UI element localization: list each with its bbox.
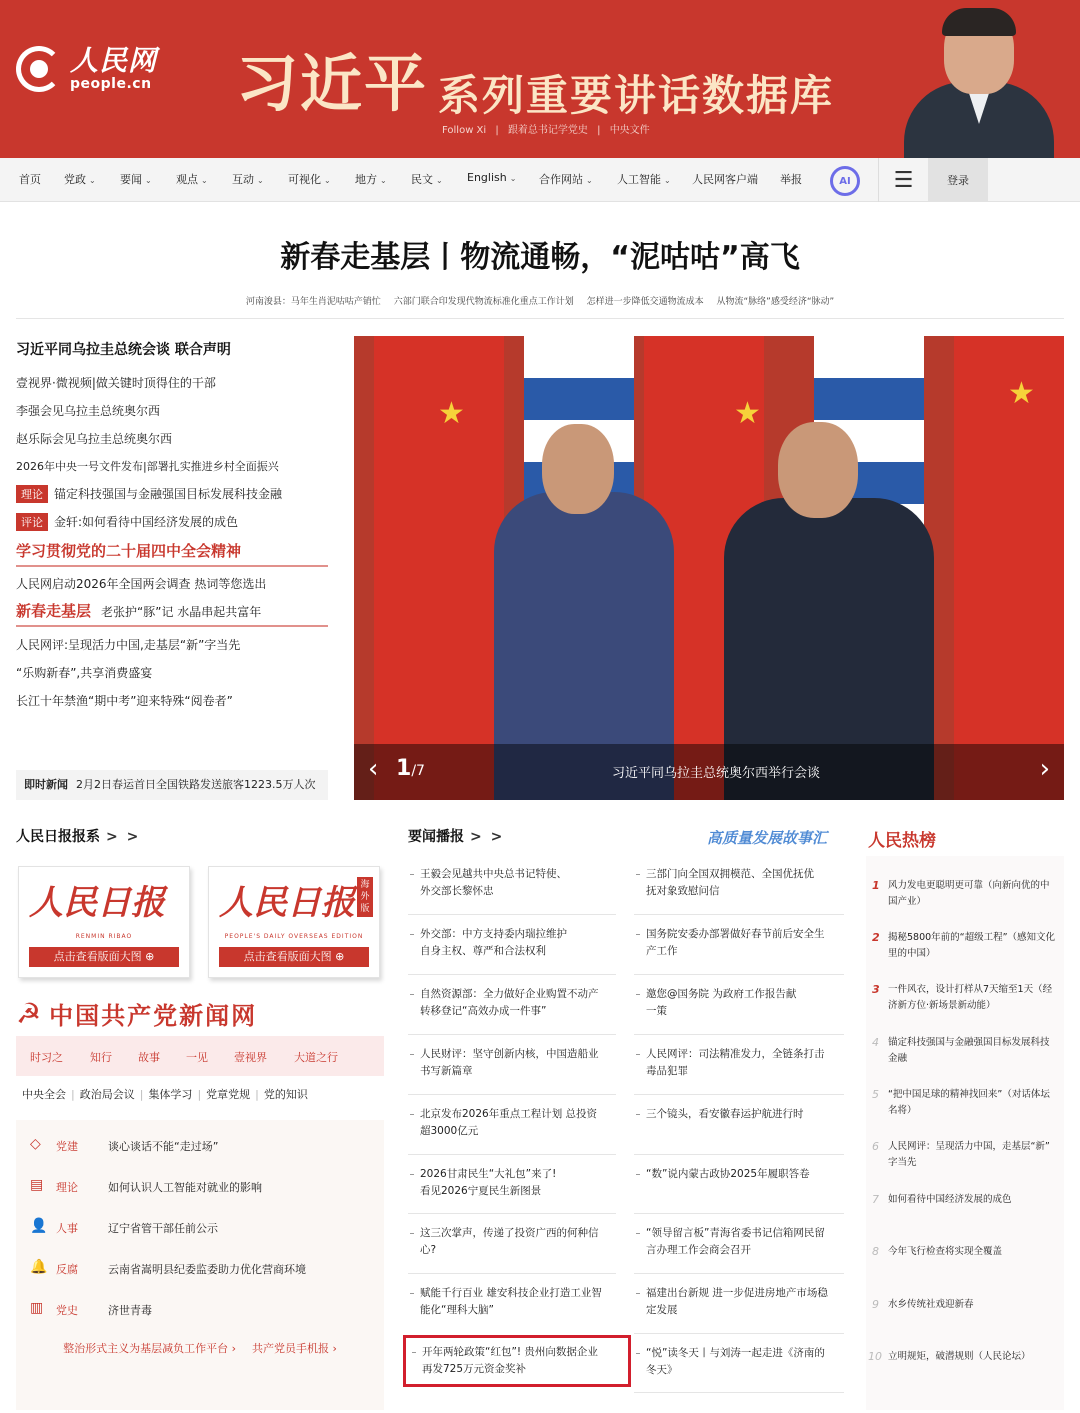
hot-line: 济新方位·新场景新动能） (888, 1000, 996, 1011)
hot-item[interactable] (872, 930, 1060, 962)
chevron-down-icon: ⌄ (201, 176, 208, 185)
news-item[interactable] (636, 1166, 844, 1183)
left-news-item[interactable]: 李强会见乌拉圭总统奥尔西 (16, 404, 161, 418)
cpc-tab[interactable]: 知行 (90, 1051, 112, 1064)
quality-development-slogan[interactable]: 高质量发展故事汇 (707, 829, 828, 847)
chevron-down-icon: ⌄ (436, 176, 443, 185)
cpc-row-anticorruption[interactable] (16, 1247, 384, 1287)
news-line: 北京发布2026年重点工程计划 总投资 (420, 1108, 598, 1120)
cpc-row-text: 辽宁省管干部任前公示 (108, 1222, 218, 1235)
news-line: 冬天》 (646, 1364, 678, 1376)
nav-client[interactable] (692, 171, 758, 187)
cpc-news-title: 中国共产党新闻网 (49, 1002, 258, 1030)
ticker-text: 2月2日春运首日全国铁路发送旅客1223.5万人次 (76, 778, 316, 791)
hot-item[interactable] (872, 1139, 1060, 1171)
nav-label: 首页 (19, 173, 41, 186)
hot-item[interactable] (872, 1297, 1060, 1313)
breaking-news-ticker[interactable] (16, 770, 328, 800)
nav-local[interactable] (355, 171, 387, 187)
nav-label: 人工智能 (617, 173, 661, 186)
cpc-category: 反腐 (56, 1263, 78, 1276)
cpc-row-party-building[interactable] (16, 1124, 384, 1164)
news-line: 2026甘肃民生“大礼包”来了! (420, 1168, 557, 1180)
news-line: 转移登记“高效办成一件事” (420, 1005, 547, 1017)
cpc-tab[interactable]: 时习之 (30, 1051, 63, 1064)
newspaper-masthead: 人民日报 (219, 883, 355, 923)
banner-link-sep: | (495, 125, 499, 136)
section-news[interactable] (408, 826, 504, 846)
hot-rank: 7 (872, 1193, 879, 1206)
hot-item[interactable] (872, 1035, 1060, 1067)
cpc-category: 党史 (56, 1304, 78, 1317)
nav-label: 观点 (176, 173, 198, 186)
person-icon: 👤 (30, 1218, 48, 1234)
news-item[interactable] (410, 1046, 618, 1080)
news-line: 毒品犯罪 (646, 1065, 688, 1077)
theory-tag: 理论 (16, 485, 48, 503)
news-item[interactable] (636, 866, 844, 900)
left-news-item[interactable]: 2026年中央一号文件发布|部署扎实推进乡村全面振兴 (16, 460, 279, 473)
hot-rank: 4 (872, 1036, 879, 1049)
nav-label: 民文 (411, 173, 433, 186)
news-line: 开年两轮政策“红包”! 贵州向数据企业 (422, 1346, 598, 1358)
cpc-tab[interactable]: 大道之行 (294, 1051, 338, 1064)
hot-item[interactable] (872, 1244, 1060, 1260)
chevron-down-icon: ⌄ (586, 176, 593, 185)
menu-icon[interactable]: ☰ (878, 158, 928, 202)
nav-report[interactable] (780, 171, 802, 187)
sub-headline-link[interactable] (389, 297, 579, 307)
news-line: 人民网评：司法精准发力，全链条打击 (646, 1048, 825, 1060)
chevron-down-icon: ⌄ (145, 176, 152, 185)
cpc-row-history[interactable] (16, 1288, 384, 1328)
nav-headlines[interactable] (120, 171, 152, 187)
nav-minority[interactable] (411, 171, 443, 187)
left-news-tagged[interactable] (16, 485, 328, 503)
cpc-category: 理论 (56, 1181, 78, 1194)
nav-ai[interactable] (617, 171, 671, 187)
headline-text: 新春走基层丨物流通畅，“泥咕咕”高飞 (280, 240, 800, 275)
carousel-total: /7 (411, 763, 425, 779)
hot-line: 风力发电更聪明更可靠（向新向优的中 (888, 880, 1050, 891)
hot-rank: 5 (872, 1088, 879, 1101)
divider (408, 974, 616, 975)
news-item[interactable] (636, 986, 844, 1020)
banner-links (442, 121, 650, 136)
link-separator: | (71, 1088, 75, 1101)
section-daily-label: 人民日报报系 (16, 829, 100, 845)
books-icon: ▥ (30, 1300, 44, 1316)
sub-headline-link[interactable] (582, 297, 709, 307)
section-daily[interactable] (16, 826, 140, 846)
carousel-caption-bar (354, 744, 1064, 800)
comment-tag: 评论 (16, 513, 48, 531)
people-logo[interactable] (16, 46, 157, 92)
news-line: 再发725万元资金奖补 (422, 1363, 527, 1375)
hot-line: 国产业） (888, 896, 927, 907)
nav-party-gov[interactable] (64, 171, 96, 187)
nav-visual[interactable] (288, 171, 331, 187)
bell-icon: 🔔 (30, 1259, 48, 1275)
news-line: 自然资源部：全力做好企业购置不动产 (420, 988, 599, 1000)
news-item[interactable] (410, 1166, 618, 1200)
tagged-text: 锚定科技强国与金融强国目标发展科技金融 (54, 487, 283, 501)
document-icon: ▤ (30, 1177, 44, 1193)
hot-rank: 2 (872, 931, 880, 944)
chevron-down-icon: ⌄ (89, 176, 96, 185)
divider (634, 1094, 844, 1095)
people-logo-icon (16, 46, 62, 92)
news-item[interactable] (410, 1225, 618, 1259)
sub-headline-text: 六部门联合印发现代物流标准化重点工作计划 (393, 297, 574, 307)
link-separator: | (139, 1088, 144, 1101)
hot-rank: 3 (872, 983, 880, 996)
hot-item[interactable] (872, 878, 1060, 910)
news-line: 一策 (646, 1005, 667, 1017)
link-separator: | (255, 1088, 259, 1101)
cpc-row-theory[interactable] (16, 1165, 384, 1205)
left-news-item[interactable]: 壹视界·微视频|做关键时顶得住的干部 (16, 376, 216, 390)
news-item[interactable] (636, 1225, 844, 1259)
news-item[interactable] (636, 1345, 844, 1379)
person-head (778, 422, 858, 518)
cpc-news-logo[interactable] (16, 996, 257, 1031)
chevron-down-icon: ⌄ (509, 174, 517, 183)
nav-label: English (467, 171, 507, 184)
carousel-caption[interactable]: 习近平同乌拉圭总统奥尔西举行会谈 (612, 766, 821, 781)
ai-assistant-icon[interactable]: AI (830, 166, 860, 196)
view-page-button[interactable]: 点击查看版面大图 ⊕ (29, 947, 179, 967)
news-line: 自身主权、尊严和合法权利 (420, 945, 546, 957)
view-page-button[interactable]: 点击查看版面大图 ⊕ (219, 947, 369, 967)
hot-line: 水乡传统社戏迎新春 (888, 1299, 974, 1310)
hot-line: 里的中国） (888, 948, 936, 959)
section-news-label: 要闻播报 (408, 829, 464, 845)
news-line: 三个镜头，看安徽春运护航进行时 (646, 1108, 804, 1120)
hot-line: 字当先 (888, 1157, 917, 1168)
chevron-down-icon: ⌄ (324, 176, 331, 185)
news-line: 产工作 (646, 945, 678, 957)
sub-headlines (0, 294, 1080, 307)
news-item[interactable] (410, 1285, 618, 1319)
party-emblem-icon: ☭ (16, 997, 42, 1030)
cpc-link[interactable]: 党章党规 (206, 1088, 251, 1101)
news-line: 邀您@国务院 为政府工作报告献 (646, 988, 797, 1000)
nav-label: 地方 (355, 173, 377, 186)
hot-line: 金融 (888, 1053, 908, 1064)
sub-headline-text: 河南浚县：马年生肖泥咕咕产销忙 (245, 297, 381, 307)
news-line: 抚对象致慰问信 (646, 885, 720, 897)
news-line: 福建出台新规 进一步促进房地产市场稳 (646, 1287, 828, 1299)
cpc-footer-links (16, 1340, 384, 1356)
hot-item[interactable] (868, 1349, 1060, 1365)
spring-heading: 新春走基层 (16, 602, 92, 620)
logo-en: people.cn (70, 76, 152, 92)
red-heading-text: 学习贯彻党的二十届四中全会精神 (16, 542, 242, 560)
link-separator: | (197, 1088, 202, 1101)
cpc-row-personnel[interactable] (16, 1206, 384, 1246)
chevron-down-icon: ⌄ (380, 176, 387, 185)
hot-line: “把中国足球的精神找回来”（对话体坛 (888, 1089, 1050, 1100)
ticker-label: 即时新闻 (24, 778, 68, 791)
cpc-category: 党建 (56, 1140, 78, 1153)
cpc-row-text: 谈心谈话不能“走过场” (108, 1140, 219, 1153)
overseas-badge: 海外版 (357, 877, 373, 917)
banner-title-big: 习近平 (236, 47, 429, 120)
cpc-link[interactable]: 集体学习 (148, 1088, 193, 1101)
news-line: 外交部：中方支持委内瑞拉维护 (420, 928, 567, 940)
cpc-category: 人事 (56, 1222, 78, 1235)
arrow-icon: > > (106, 829, 141, 845)
flag-star-icon: ★ (1008, 376, 1035, 411)
photo-carousel[interactable] (354, 336, 1064, 800)
portrait-hair (942, 8, 1016, 36)
sub-headline-link[interactable] (712, 297, 840, 307)
divider (408, 1213, 616, 1214)
divider (634, 1154, 844, 1155)
left-news-item[interactable]: 长江十年禁渔“期中考”迎来特殊“阅卷者” (16, 694, 233, 708)
hot-item[interactable] (872, 982, 1060, 1014)
divider (634, 914, 844, 915)
divider (634, 1392, 844, 1393)
sub-headline-text: 从物流“脉络”感受经济“脉动” (716, 297, 835, 307)
divider (408, 1034, 616, 1035)
diamond-icon: ◇ (30, 1136, 41, 1152)
news-line: 赋能千行百业 雄安科技企业打造工业智 (420, 1287, 602, 1299)
news-item[interactable] (410, 866, 618, 900)
divider (408, 1094, 616, 1095)
news-line: 超3000亿元 (420, 1125, 479, 1137)
logo-text (70, 46, 157, 92)
nav-label: 可视化 (288, 173, 321, 186)
cpc-link[interactable]: 政治局会议 (79, 1088, 135, 1101)
cpc-links (22, 1086, 308, 1102)
divider (634, 1034, 844, 1035)
login-button[interactable]: 登录 (928, 158, 988, 202)
banner (0, 0, 1080, 158)
news-item[interactable] (636, 926, 844, 960)
nav-label: 互动 (232, 173, 254, 186)
hot-line: 一件风衣，设计打样从7天缩至1天（经 (888, 984, 1053, 995)
newspaper-sub: RENMIN RIBAO (75, 933, 133, 940)
hot-line: 锚定科技强国与金融强国目标发展科技 (888, 1037, 1050, 1048)
left-news-item[interactable]: 赵乐际会见乌拉圭总统奥尔西 (16, 432, 173, 446)
hot-line: 如何看待中国经济发展的成色 (888, 1194, 1012, 1205)
nav-interact[interactable] (232, 171, 264, 187)
top-headline[interactable] (0, 232, 1080, 276)
left-red-heading[interactable] (16, 540, 328, 561)
news-line: 三部门向全国双拥模范、全国优抚优 (646, 868, 814, 880)
left-news-tagged[interactable] (16, 513, 328, 531)
news-line: 外交部长黎怀忠 (420, 885, 494, 897)
nav-partners[interactable] (539, 171, 593, 187)
news-line: 王毅会见越共中央总书记特使、 (420, 868, 567, 880)
nav-label: 党政 (64, 173, 86, 186)
party-mobile-news-link[interactable]: 共产党员手机报 › (252, 1342, 337, 1355)
person-head (542, 424, 614, 514)
cpc-tab[interactable]: 故事 (138, 1051, 160, 1064)
sub-headline-link[interactable] (241, 297, 386, 307)
banner-link-sep: | (597, 125, 601, 136)
flag-star-icon: ★ (438, 396, 465, 431)
news-line: 看见2026宁夏民生新图景 (420, 1185, 542, 1197)
hot-line: 揭秘5800年前的“超级工程”（感知文化 (888, 932, 1056, 943)
nav-english[interactable] (467, 171, 516, 184)
hot-line: 今年飞行检查将实现全覆盖 (888, 1246, 1003, 1257)
reduce-burden-link[interactable]: 整治形式主义为基层减负工作平台 › (63, 1342, 236, 1355)
hot-rank: 9 (872, 1298, 879, 1311)
hot-rank: 8 (872, 1245, 879, 1258)
newspaper-sub: PEOPLE'S DAILY OVERSEAS EDITION (224, 933, 364, 940)
banner-link-central-docs[interactable]: 中央文件 (609, 125, 650, 136)
spring-news[interactable] (16, 600, 328, 621)
divider (408, 1154, 616, 1155)
nav-label: 合作网站 (539, 173, 583, 186)
nav-label: 人民网客户端 (692, 173, 758, 186)
sub-headline-text: 怎样进一步降低交通物流成本 (586, 297, 704, 307)
carousel-current: 1 (396, 756, 412, 781)
left-news-item[interactable]: 人民网启动2026年全国两会调查 热词等您选出 (16, 577, 267, 591)
flag-star-icon: ★ (734, 396, 761, 431)
news-line: “悦”读冬天丨与刘涛一起走进《济南的 (646, 1347, 825, 1359)
left-news-item[interactable]: 人民网评:呈现活力中国,走基层“新”字当先 (16, 638, 241, 652)
news-line: “数”说内蒙古政协2025年履职答卷 (646, 1168, 810, 1180)
tagged-text: 金轩:如何看待中国经济发展的成色 (54, 515, 239, 529)
divider (634, 1333, 844, 1334)
spring-text: 老张护“豚”记 水晶串起共富年 (101, 605, 262, 619)
nav-label: 要闻 (120, 173, 142, 186)
nav-opinion[interactable] (176, 171, 208, 187)
news-line: 书写新篇章 (420, 1065, 473, 1077)
cpc-row-text: 济世青毒 (108, 1304, 152, 1317)
nav-home[interactable] (19, 171, 41, 187)
news-item[interactable] (410, 986, 618, 1020)
divider (634, 974, 844, 975)
divider (408, 914, 616, 915)
cpc-tabs (16, 1036, 384, 1076)
news-item[interactable] (636, 1285, 844, 1319)
newspaper-masthead: 人民日报 (29, 883, 165, 923)
hot-rank: 1 (872, 879, 880, 892)
news-item[interactable] (636, 1106, 844, 1123)
news-line: 定发展 (646, 1304, 678, 1316)
highlighted-news-item[interactable] (408, 1340, 626, 1382)
carousel-counter (396, 756, 425, 781)
banner-portrait (904, 8, 1054, 158)
divider (408, 1273, 616, 1274)
left-news-top[interactable]: 习近平同乌拉圭总统会谈 联合声明 (16, 342, 231, 358)
peoples-daily-card[interactable] (18, 866, 190, 978)
banner-link-party-history[interactable]: 跟着总书记学党史 (507, 125, 588, 136)
news-line: 言办理工作会商会召开 (646, 1244, 751, 1256)
carousel-next-icon[interactable]: › (1039, 754, 1050, 784)
news-line: 心? (420, 1244, 437, 1256)
red-divider (16, 625, 328, 627)
divider (634, 1213, 844, 1214)
hot-item[interactable] (872, 1192, 1060, 1208)
red-divider (16, 565, 328, 567)
news-line: “领导留言板”青海省委书记信箱网民留 (646, 1227, 825, 1239)
hot-line: 人民网评：呈现活力中国，走基层“新” (888, 1141, 1050, 1152)
cpc-link[interactable]: 中央全会 (22, 1088, 66, 1101)
divider (634, 1273, 844, 1274)
news-item[interactable] (410, 926, 618, 960)
cpc-row-text: 如何认识人工智能对就业的影响 (108, 1181, 262, 1194)
logo-cn: 人民网 (70, 44, 158, 77)
nav-label: 举报 (780, 173, 802, 186)
chevron-down-icon: ⌄ (257, 176, 264, 185)
news-item[interactable] (636, 1046, 844, 1080)
hot-rank: 10 (868, 1350, 882, 1363)
news-line: 这三次掌声，传递了投资广西的何种信 (420, 1227, 599, 1239)
cpc-tab[interactable]: 一见 (186, 1051, 208, 1064)
news-item[interactable] (410, 1106, 618, 1140)
cpc-tab[interactable]: 壹视界 (234, 1051, 267, 1064)
carousel-prev-icon[interactable]: ‹ (368, 754, 379, 784)
hot-line: 立明规矩，破潜规则（人民论坛） (888, 1351, 1031, 1362)
banner-title-rest: 系列重要讲话数据库 (438, 71, 835, 120)
left-news-item[interactable]: “乐购新春”,共享消费盛宴 (16, 666, 153, 680)
chevron-down-icon: ⌄ (664, 176, 671, 185)
cpc-row-text: 云南省嵩明县纪委监委助力优化营商环境 (108, 1263, 306, 1276)
banner-link-follow-xi[interactable]: Follow Xi (442, 125, 487, 136)
divider (16, 318, 1064, 319)
news-line: 能化“理科大脑” (420, 1304, 494, 1316)
hot-rank: 6 (872, 1140, 879, 1153)
banner-title[interactable] (236, 34, 834, 123)
hot-line: 名将） (888, 1105, 917, 1116)
overseas-edition-card[interactable] (208, 866, 380, 978)
news-line: 人民财评：坚守创新内核，中国造船业 (420, 1048, 599, 1060)
cpc-link[interactable]: 党的知识 (263, 1088, 308, 1101)
arrow-icon: > > (470, 829, 505, 845)
news-line: 国务院安委办部署做好春节前后安全生 (646, 928, 825, 940)
hot-item[interactable] (872, 1087, 1060, 1119)
hot-list-title: 人民热榜 (868, 831, 936, 851)
